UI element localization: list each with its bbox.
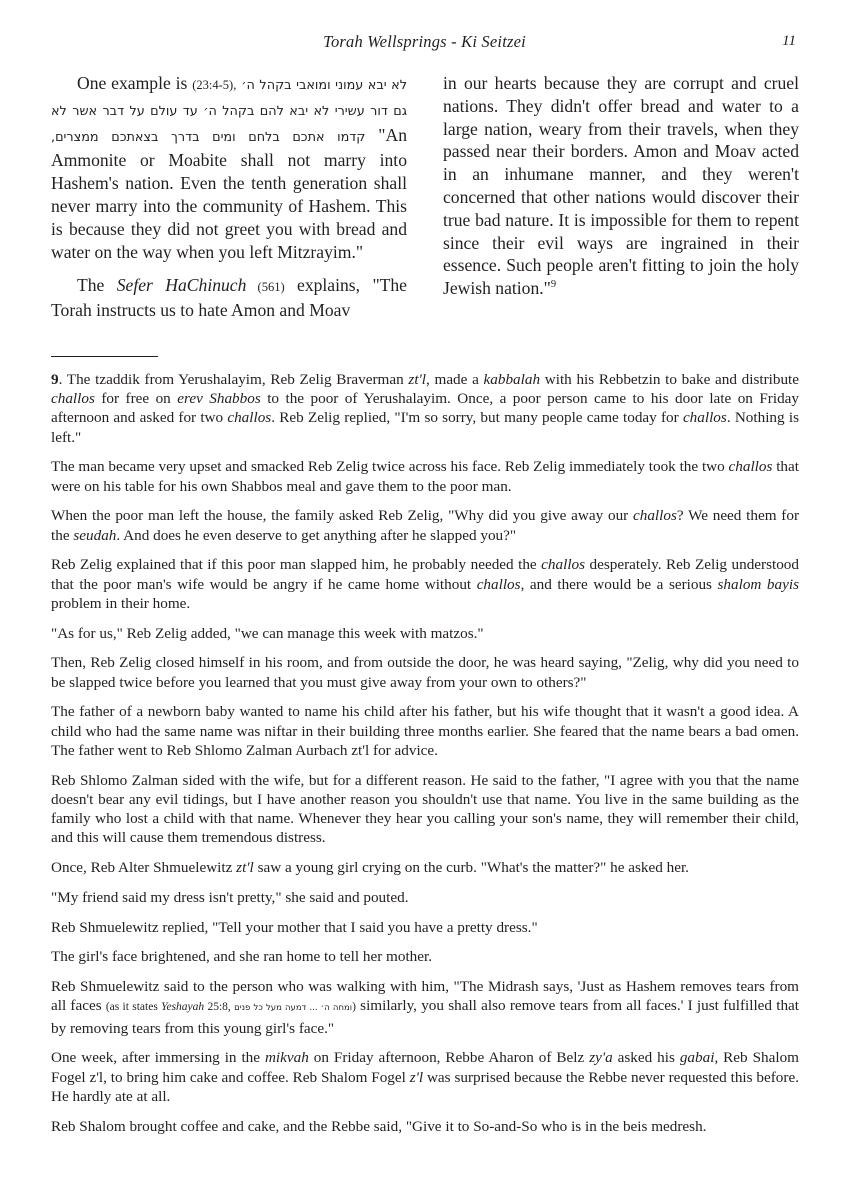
hebrew-verse: ומחה ה׳ ... דמעה מעל כל פנים: [234, 1003, 353, 1014]
main-text-columns: [51, 72, 799, 342]
chinuch-paragraph: The Sefer HaChinuch (561) explains, "The Torah instructs us to hate Amon and Moav: [51, 275, 407, 321]
footnote-paragraph: Reb Shalom brought coffee and cake, and the Rebbe said, "Give it to So-and-So who is in the beis medresh.: [51, 1117, 707, 1135]
footnote-paragraph: Once, Reb Alter Shmuelewitz zt'l saw a young girl crying on the curb. "What's the matter?" he asked her.: [51, 859, 689, 877]
running-title: Torah Wellsprings - Ki Seitzei: [323, 32, 526, 51]
verse-citation: (as it states Yeshayah 25:8, ומחה ה׳ ... דמעה מעל כל פנים): [105, 1001, 356, 1014]
footnote-paragraph: The father of a newborn baby wanted to name his child after his father, but his wife thought that it wasn't a good idea. A child who had the same name was niftar in their building three months earlier. She feared that the name bears a bad omen. The father went to Reb Shlomo Zalman Aurbach zt'l for advice.: [51, 703, 799, 759]
left-column: [51, 72, 407, 322]
footnote-paragraph: Reb Shmuelewitz replied, "Tell your mother that I said you have a pretty dress.": [51, 918, 538, 936]
verse-citation: (23:4-5),: [192, 78, 237, 92]
footnote-paragraph: "My friend said my dress isn't pretty," she said and pouted.: [51, 888, 409, 906]
example-paragraph: One example is (23:4-5), לא יבא עמוני ומואבי בקהל ה׳ גם דור עשירי לא יבא להם בקהל ה׳ עד עולם על דבר אשר לא קדמו אתכם בלחם ומים בדרך בצאתכם ממצרים, "An Ammonite or Moabite shall not marry into Hashem's nation. Even the tenth generation shall never marry into the community of Hashem. This is because they did not greet you with bread and water on the way when you left Mitzrayim.": [51, 73, 407, 262]
footnote-paragraph: When the poor man left the house, the family asked Reb Zelig, "Why did you give away our challos? We need them for the seudah. And does he even deserve to get anything after he slapped you?": [51, 507, 799, 544]
footnote-reference[interactable]: 9: [550, 279, 557, 291]
footnote-section: [51, 370, 799, 1146]
footnote-paragraph: "As for us," Reb Zelig added, "we can manage this week with matzos.": [51, 624, 484, 642]
footnote-paragraph: Reb Zelig explained that if this poor man slapped him, he probably needed the challos desperately. Reb Zelig understood that the poor man's wife would be angry if he came home without challos, and there would be a serious shalom bayis problem in their home.: [51, 556, 799, 612]
chinuch-paragraph-continued: in our hearts because they are corrupt and cruel nations. They didn't offer bread and water to a large nation, weary from their travels, when they passed near their borders. Amon and Moav acted in an inhumane manner, and they weren't concerned that other nations would discover their true bad nature. It is impossible for them to repent since their evil ways are ingrained in their essence. Such people aren't fitting to join the holy Jewish nation."$^9$: [443, 73, 799, 299]
mitzvah-citation: (561): [246, 280, 285, 295]
book-title: Sefer HaChinuch: [116, 275, 247, 296]
verse-translation: "An Ammonite or Moabite shall not marry into Hashem's nation. Even the tenth generation shall never marry into the community of Hashem. This is because they did not greet you with bread and water on the way when you left Mitzrayim.": [51, 124, 407, 262]
page-number: 11: [782, 33, 796, 49]
footnote-paragraph: Reb Shlomo Zalman sided with the wife, but for a different reason. He said to the father, "I agree with you that the name doesn't bear any evil tidings, but I have another reason you shouldn't use that name. You live in the same building as the family who lost a child with that name. Whenever they hear you calling your son's name, they will remember their child, and this will cause them tremendous distress.: [51, 771, 799, 847]
footnote-paragraph: Then, Reb Zelig closed himself in his room, and from outside the door, he was heard saying, "Zelig, why did you need to be slapped twice before you learned that you must give away from your own to others?": [51, 654, 799, 691]
right-column: [443, 72, 799, 300]
footnote-paragraph: Reb Shmuelewitz said to the person who was walking with him, "The Midrash says, 'Just as Hashem removes tears from all faces (as it states Yeshayah 25:8, ומחה ה׳ ... דמעה מעל כל פנים) similarly, you shall also remove tears from all faces.' I just fulfilled that by removing tears from this young girl's face.": [51, 978, 799, 1037]
hebrew-verse: לא יבא עמוני ומואבי בקהל ה׳ גם דור עשירי לא יבא להם בקהל ה׳ עד עולם על דבר אשר לא קדמו אתכם בלחם ומים בדרך בצאתכם ממצרים,: [51, 78, 407, 145]
footnote-paragraph: 9. The tzaddik from Yerushalayim, Reb Zelig Braverman zt'l, made a kabbalah with his Rebbetzin to bake and distribute challos for free on erev Shabbos to the poor of Yerushalayim. Once, a poor person came to his door late on Friday afternoon and asked for two challos. Reb Zelig replied, "I'm so sorry, but many people came today for challos. Nothing is left.": [51, 371, 800, 446]
footnote-paragraph: The man became very upset and smacked Reb Zelig twice across his face. Reb Zelig immediately took the two challos that were on his table for his own Shabbos meal and gave them to the poor man.: [51, 458, 799, 495]
page-header: [0, 32, 849, 54]
footnote-number: 9: [51, 371, 59, 388]
footnote-paragraph: One week, after immersing in the mikvah on Friday afternoon, Rebbe Aharon of Belz zy'a asked his gabai, Reb Shalom Fogel z'l, to bring him cake and coffee. Reb Shalom Fogel z'l was surprised because the Rebbe never requested this before. He hardly ate at all.: [51, 1049, 799, 1105]
footnote-divider: [51, 356, 158, 357]
footnote-paragraph: The girl's face brightened, and she ran home to tell her mother.: [51, 948, 433, 966]
